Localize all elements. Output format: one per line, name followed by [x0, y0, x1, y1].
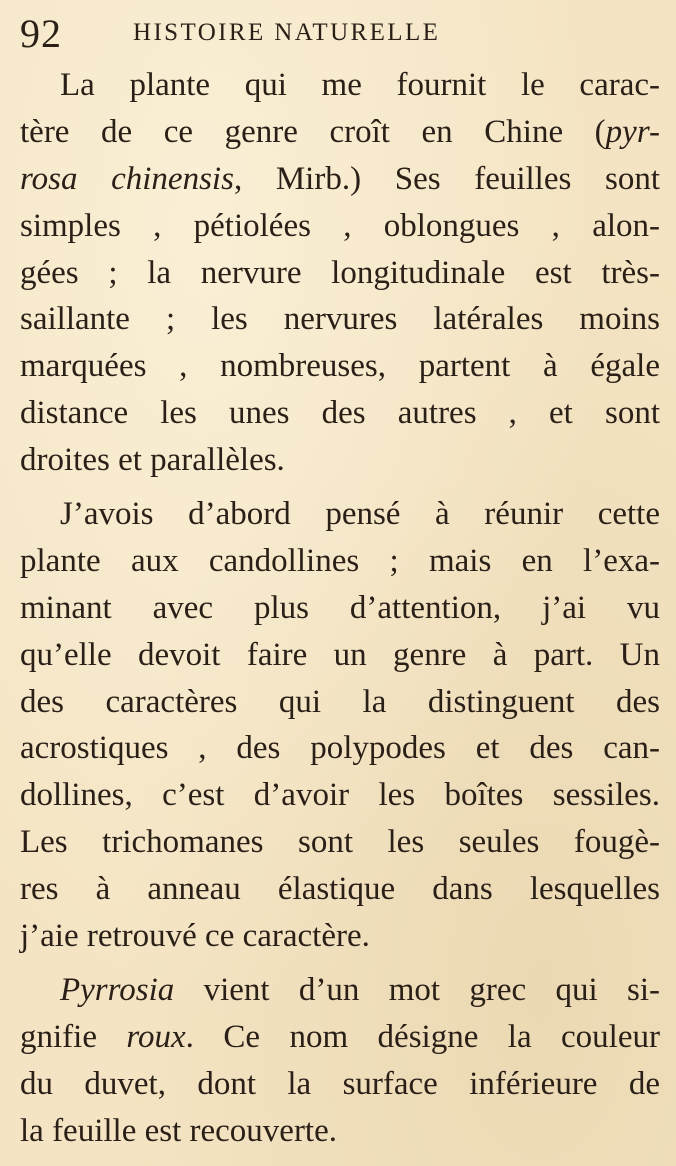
text-line	[20, 343, 660, 390]
text-segment: du duvet, dont la surface inférieure de	[20, 1065, 660, 1102]
text-line	[20, 1108, 660, 1155]
italic-segment: rosa chinensis	[20, 160, 234, 197]
text-segment: marquées , nombreuses, partent à égale	[20, 348, 660, 385]
text-line	[20, 250, 660, 297]
text-segment: . Ce nom désigne la couleur	[185, 1018, 660, 1055]
text-line	[20, 109, 660, 156]
italic-segment: roux	[126, 1018, 186, 1055]
paragraph-gap	[20, 484, 660, 491]
text-line	[20, 390, 660, 437]
text-line	[20, 538, 660, 585]
text-line	[20, 632, 660, 679]
text-segment: des caractères qui la distinguent des	[20, 683, 660, 720]
text-line	[20, 866, 660, 913]
running-head: HISTOIRE NATURELLE	[133, 19, 441, 46]
page-number: 92	[20, 11, 62, 56]
paragraph-gap	[20, 960, 660, 967]
text-segment: dollines, c’est d’avoir les boîtes sessiles.	[20, 777, 660, 814]
text-segment: res à anneau élastique dans lesquelles	[20, 871, 660, 908]
text-segment: vient d’un mot grec qui si-	[174, 971, 660, 1008]
text-segment: Les trichomanes sont les seules fougè-	[20, 824, 660, 861]
text-line	[20, 679, 660, 726]
text-line	[20, 1061, 660, 1108]
text-line	[20, 819, 660, 866]
text-segment: la feuille est recouverte.	[20, 1112, 337, 1149]
text-segment: qu’elle devoit faire un genre à part. Un	[20, 636, 660, 673]
text-segment: La plante qui me fournit le carac-	[60, 67, 660, 103]
text-line	[20, 203, 660, 250]
italic-segment: pyr-	[605, 113, 660, 150]
text-line	[20, 62, 660, 109]
text-line	[20, 772, 660, 819]
text-line	[20, 725, 660, 772]
italic-segment: Pyrrosia	[60, 971, 175, 1008]
text-line	[20, 1014, 660, 1061]
text-line	[20, 156, 660, 203]
text-line	[20, 296, 660, 343]
text-line	[20, 967, 660, 1014]
text-segment: distance les unes des autres , et sont	[20, 395, 660, 432]
text-segment: acrostiques , des polypodes et des can-	[20, 730, 660, 767]
text-line	[20, 913, 660, 960]
text-segment: , Mirb.) Ses feuilles sont	[233, 160, 660, 197]
text-segment: J’avois d’abord pensé à réunir cette	[60, 496, 660, 533]
text-line	[20, 437, 660, 484]
text-segment: minant avec plus d’attention, j’ai vu	[20, 589, 660, 626]
text-segment: tère de ce genre croît en Chine (	[20, 113, 606, 150]
page-header	[20, 6, 660, 56]
text-segment: j’aie retrouvé ce caractère.	[20, 918, 370, 955]
text-segment: gées ; la nervure longitudinale est très-	[20, 254, 660, 291]
text-segment: simples , pétiolées , oblongues , alon-	[20, 207, 660, 244]
text-segment: saillante ; les nervures latérales moins	[20, 301, 660, 338]
text-segment: plante aux candollines ; mais en l’exa-	[20, 542, 660, 579]
body-text	[20, 62, 660, 1154]
text-segment: droites et parallèles.	[20, 442, 285, 479]
text-segment: gnifie	[20, 1018, 127, 1055]
text-line	[20, 585, 660, 632]
text-line	[20, 491, 660, 538]
